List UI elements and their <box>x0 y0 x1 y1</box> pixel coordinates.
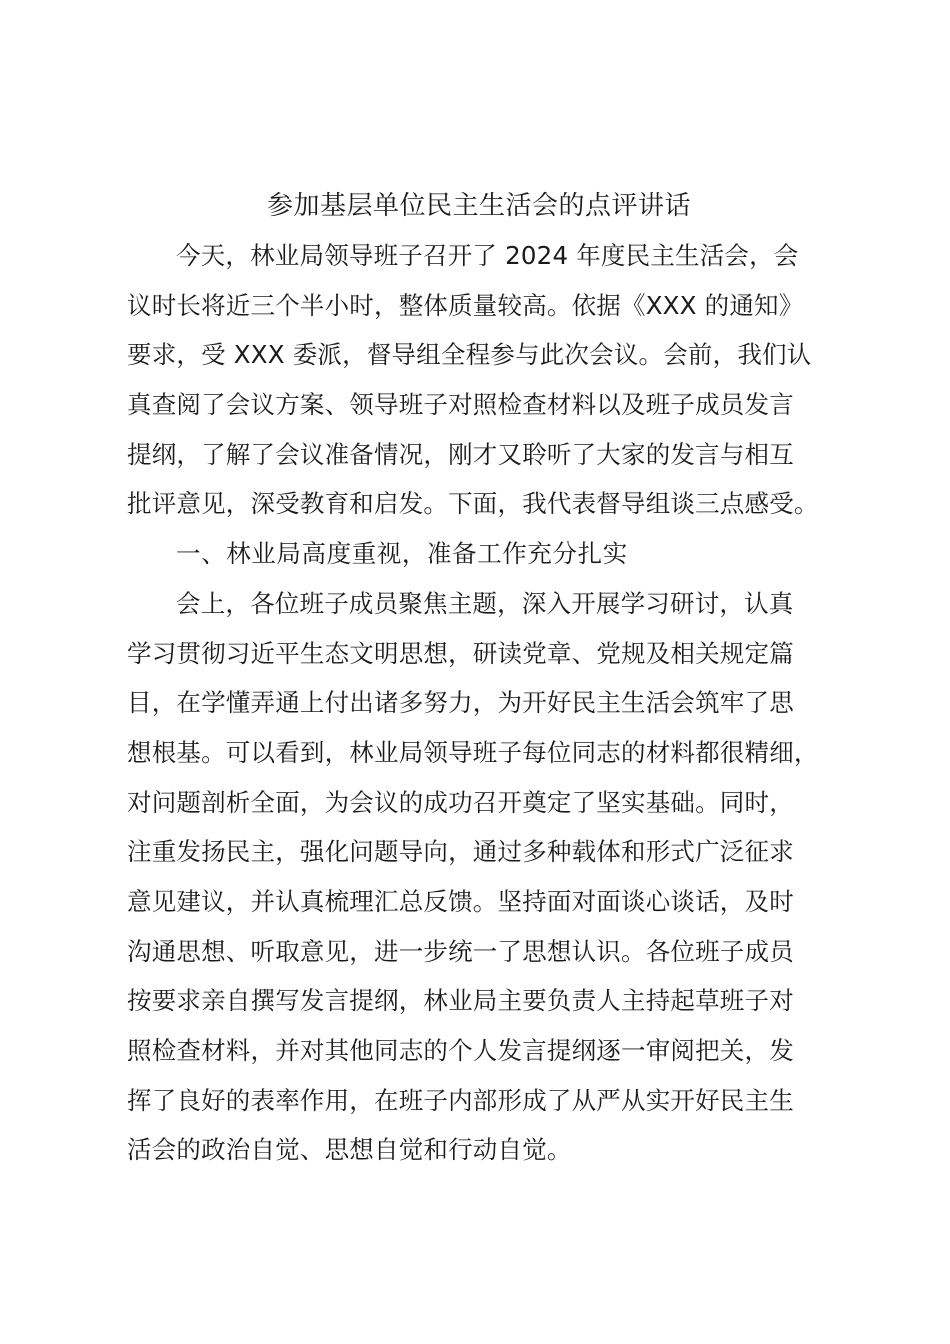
paragraph-line: 提纲，了解了会议准备情况，刚才又聆听了大家的发言与相互 <box>127 439 794 469</box>
document-title: 参加基层单位民主生活会的点评讲话 <box>266 191 691 221</box>
paragraph-line: 批评意见，深受教育和启发。下面，我代表督导组谈三点感受。 <box>127 489 819 519</box>
paragraph-line: 沟通思想、听取意见，进一步统一了思想认识。各位班子成员 <box>127 936 794 966</box>
paragraph-line: 议时长将近三个半小时，整体质量较高。依据《XXX 的通知》 <box>127 290 804 320</box>
paragraph-line: 意见建议，并认真梳理汇总反馈。坚持面对面谈心谈话，及时 <box>127 886 794 916</box>
paragraph-line: 照检查材料，并对其他同志的个人发言提纲逐一审阅把关，发 <box>127 1036 794 1065</box>
paragraph-line: 会上，各位班子成员聚焦主题，深入开展学习研讨，认真 <box>176 588 794 618</box>
paragraph-line: 对问题剖析全面，为会议的成功召开奠定了坚实基础。同时， <box>127 787 794 817</box>
document-body <box>127 236 847 1180</box>
section-heading: 一、林业局高度重视，准备工作充分扎实 <box>176 539 628 569</box>
paragraph-line: 注重发扬民主，强化问题导向，通过多种载体和形式广泛征求 <box>127 837 794 867</box>
paragraph-line: 要求，受 XXX 委派，督导组全程参与此次会议。会前，我们认 <box>127 340 812 370</box>
paragraph-line: 按要求亲自撰写发言提纲，林业局主要负责人主持起草班子对 <box>127 986 794 1016</box>
paragraph-line: 挥了良好的表率作用，在班子内部形成了从严从实开好民主生 <box>127 1085 794 1115</box>
paragraph-line: 目，在学懂弄通上付出诸多努力，为开好民主生活会筑牢了思 <box>127 688 794 718</box>
paragraph-line: 活会的政治自觉、思想自觉和行动自觉。 <box>127 1135 572 1165</box>
paragraph-line: 真查阅了会议方案、领导班子对照检查材料以及班子成员发言 <box>127 390 794 420</box>
paragraph-line: 学习贯彻习近平生态文明思想，研读党章、党规及相关规定篇 <box>127 638 794 668</box>
paragraph-line: 今天，林业局领导班子召开了 2024 年度民主生活会，会 <box>176 241 799 270</box>
paragraph-line: 想根基。可以看到，林业局领导班子每位同志的材料都很精细， <box>127 737 819 767</box>
